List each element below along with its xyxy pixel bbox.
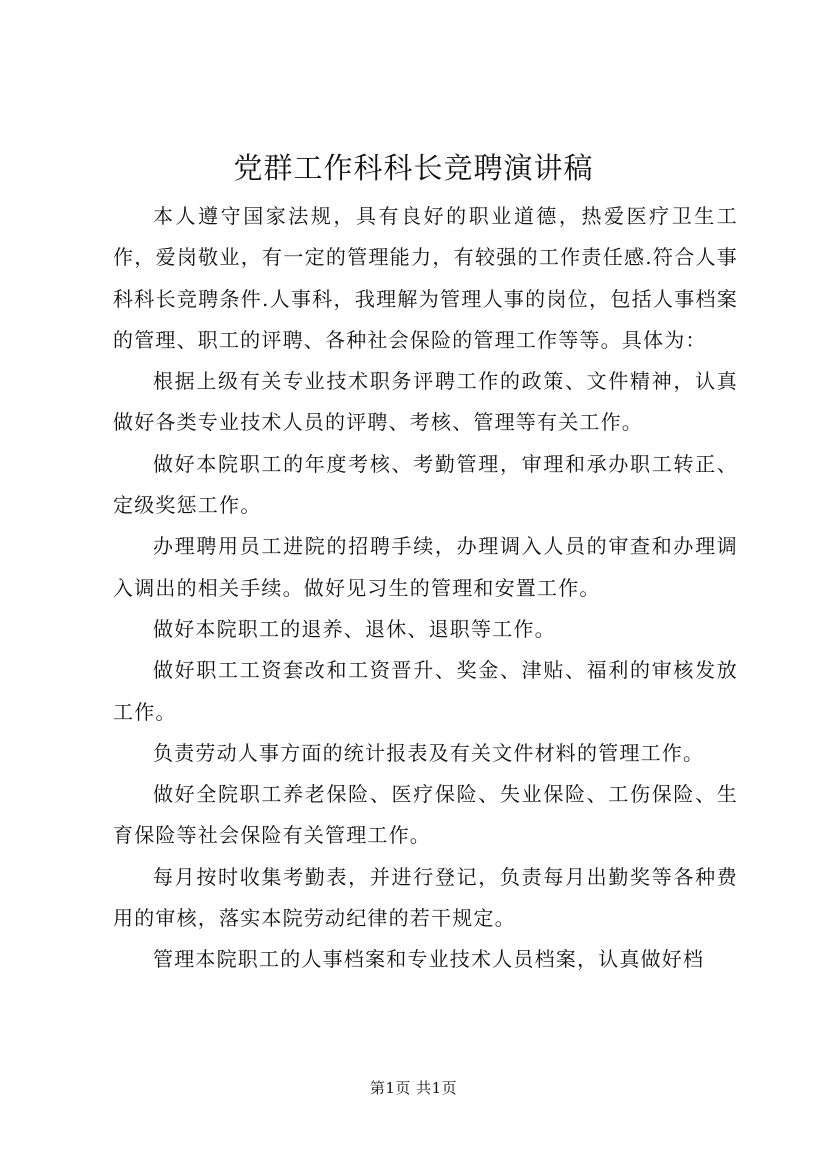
paragraph: 管理本院职工的人事档案和专业技术人员档案，认真做好档	[153, 947, 705, 972]
paragraph: 做好本院职工的年度考核、考勤管理，审理和承办职工转正、定级奖惩工作。	[113, 451, 738, 518]
paragraph: 负责劳动人事方面的统计报表及有关文件材料的管理工作。	[153, 740, 705, 765]
paragraph: 根据上级有关专业技术职务评聘工作的政策、文件精神，认真做好各类专业技术人员的评聘、考核、管理等有关工作。	[113, 369, 738, 435]
paragraph: 做好本院职工的退养、退休、退职等工作。	[153, 616, 556, 641]
document-title: 党群工作科科长竞聘演讲稿	[233, 151, 594, 185]
paragraph: 做好全院职工养老保险、医疗保险、失业保险、工伤保险、生育保险等社会保险有关管理工作。	[113, 782, 738, 848]
document-body	[113, 196, 738, 981]
paragraph: 本人遵守国家法规，具有良好的职业道德，热爱医疗卫生工作，爱岗敬业，有一定的管理能力，有较强的工作责任感.符合人事科科长竞聘条件.人事科，我理解为管理人事的岗位，包括人事档案的管理、职工的评聘、各种社会保险的管理工作等等。具体为：	[113, 204, 738, 352]
page-footer: 第1页 共1页	[369, 1079, 458, 1097]
paragraph: 办理聘用员工进院的招聘手续，办理调入人员的审查和办理调入调出的相关手续。做好见习生的管理和安置工作。	[113, 534, 738, 600]
paragraph: 做好职工工资套改和工资晋升、奖金、津贴、福利的审核发放工作。	[113, 658, 738, 724]
paragraph: 每月按时收集考勤表，并进行登记，负责每月出勤奖等各种费用的审核，落实本院劳动纪律的若干规定。	[113, 864, 738, 931]
